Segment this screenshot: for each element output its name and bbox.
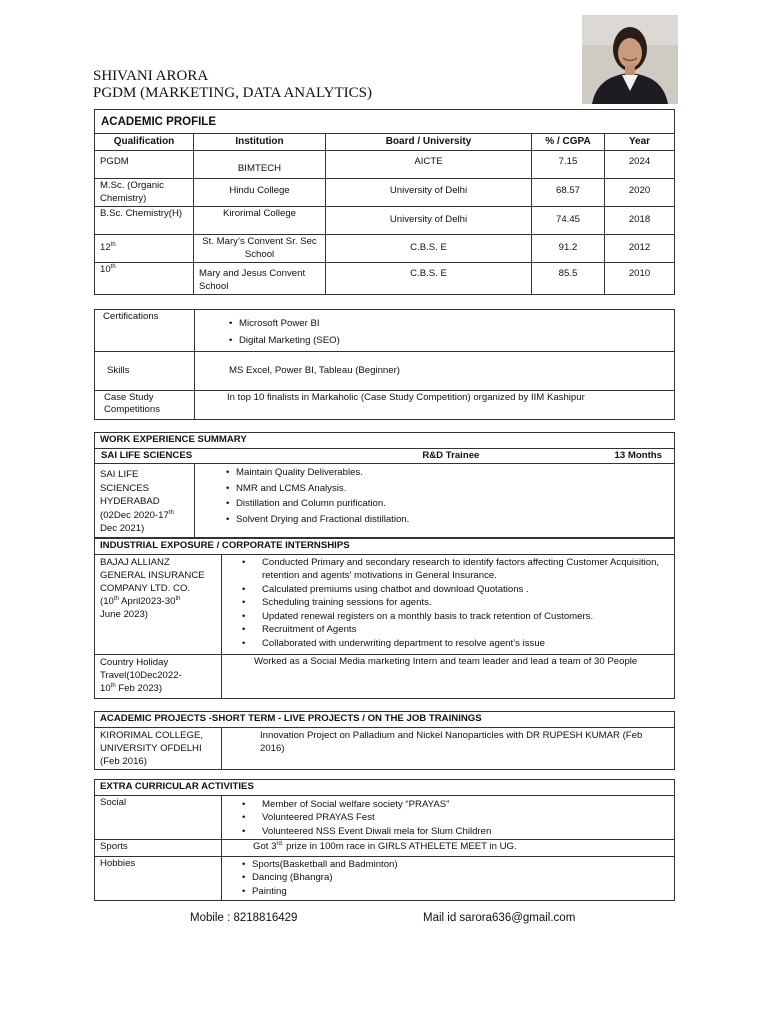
col-board: Board / University <box>326 133 532 151</box>
list-item: • Distillation and Column purification. <box>226 496 674 512</box>
list-item: • Microsoft Power BI <box>229 315 674 332</box>
certifications-list <box>229 315 674 349</box>
list-item: • Collaborated with underwriting department to resolve agent’s issue <box>222 637 666 651</box>
academic-projects-title: ACADEMIC PROJECTS -SHORT TERM - LIVE PROJECTS / ON THE JOB TRAININGS <box>95 712 675 728</box>
col-score: % / CGPA <box>532 133 605 151</box>
mobile-number: Mobile : 8218816429 <box>190 912 298 924</box>
project-text: Innovation Project on Palladium and Nickel Nanoparticles with DR RUPESH KUMAR (Feb 2016) <box>222 727 675 769</box>
email-address: Mail id sarora636@gmail.com <box>423 912 576 924</box>
col-year: Year <box>605 133 675 151</box>
col-qualification: Qualification <box>95 133 194 151</box>
skills-label: Skills <box>95 352 195 391</box>
table-row: B.Sc. Chemistry(H) Kirorimal College University of Delhi 74.45 2018 <box>95 207 675 235</box>
skills-value: MS Excel, Power BI, Tableau (Beginner) <box>195 352 675 391</box>
social-list <box>222 798 674 839</box>
list-item: • Painting <box>242 885 674 899</box>
list-item: • Sports(Basketball and Badminton) <box>242 858 674 872</box>
profile-photo <box>582 15 678 104</box>
internship-bajaj-points <box>222 556 666 651</box>
work-points <box>226 465 674 527</box>
social-label: Social <box>95 795 222 839</box>
work-left-info: SAI LIFE SCIENCES HYDERABAD (02Dec 2020-17th Dec 2021) <box>95 464 195 538</box>
academic-projects-table <box>94 711 675 770</box>
list-item: • Member of Social welfare society “PRAYAS” <box>222 798 674 812</box>
list-item: • Maintain Quality Deliverables. <box>226 465 674 481</box>
work-experience-title: WORK EXPERIENCE SUMMARY <box>95 433 675 449</box>
work-experience-table <box>94 432 675 538</box>
hobbies-list <box>242 858 674 899</box>
internship-travel-text: Worked as a Social Media marketing Intern and team leader and lead a team of 30 People <box>222 654 675 698</box>
list-item: • Scheduling training sessions for agents. <box>222 596 666 610</box>
list-item: • Dancing (Bhangra) <box>242 871 674 885</box>
list-item: • Solvent Drying and Fractional distillation. <box>226 512 674 528</box>
skills-table <box>94 309 675 420</box>
industrial-exposure-table <box>94 538 675 699</box>
sports-label: Sports <box>95 839 222 856</box>
work-duration: 13 Months <box>614 449 662 461</box>
work-role: R&D Trainee <box>422 449 480 461</box>
extra-curricular-title: EXTRA CURRICULAR ACTIVITIES <box>95 780 675 796</box>
list-item: • Volunteered NSS Event Diwali mela for Slum Children <box>222 825 674 839</box>
academic-profile-title: ACADEMIC PROFILE <box>95 110 675 134</box>
table-row: PGDM BIMTECH AICTE 7.15 2024 <box>95 151 675 179</box>
col-institution: Institution <box>194 133 326 151</box>
list-item: • Calculated premiums using chatbot and download Quotations . <box>222 583 666 597</box>
list-item: • Conducted Primary and secondary research to identify factors affecting Customer Acquisition, retention and agents' motivations in General Insurance. <box>222 556 666 583</box>
program-title: PGDM (MARKETING, DATA ANALYTICS) <box>93 85 372 101</box>
academic-profile-table <box>94 109 675 295</box>
internship-bajaj-info: BAJAJ ALLIANZ GENERAL INSURANCE COMPANY LTD. CO. (10th April2023-30th June 2023) <box>95 554 222 654</box>
work-company: SAI LIFE SCIENCES <box>101 449 193 461</box>
case-study-value: In top 10 finalists in Markaholic (Case Study Competition) organized by IIM Kashipur <box>195 391 675 420</box>
extra-curricular-table <box>94 779 675 901</box>
internship-travel-info: Country Holiday Travel(10Dec2022- 10th Feb 2023) <box>95 654 222 698</box>
sports-value: Got $3^{rd.}$ prize in 100m race in GIRLS ATHELETE MEET in UG. <box>222 839 675 856</box>
list-item: • Recruitment of Agents <box>222 623 666 637</box>
resume-header <box>93 68 372 102</box>
list-item: • NMR and LCMS Analysis. <box>226 481 674 497</box>
project-left-info: KIRORIMAL COLLEGE, UNIVERSITY OFDELHI (Feb 2016) <box>95 727 222 769</box>
list-item: • Digital Marketing (SEO) <box>229 332 674 349</box>
list-item: • Updated renewal registers on a monthly basis to track retention of Customers. <box>222 610 666 624</box>
certifications-label: Certifications <box>95 310 195 352</box>
list-item: • Volunteered PRAYAS Fest <box>222 811 674 825</box>
hobbies-label: Hobbies <box>95 856 222 900</box>
industrial-exposure-title: INDUSTRIAL EXPOSURE / CORPORATE INTERNSHIPS <box>95 539 675 555</box>
table-row: M.Sc. (Organic Chemistry) Hindu College University of Delhi 68.57 2020 <box>95 179 675 207</box>
table-row: 12th St. Mary’s Convent Sr. Sec School C.B.S. E 91.2 2012 <box>95 235 675 263</box>
table-row: 10th Mary and Jesus Convent School C.B.S. E 85.5 2010 <box>95 263 675 295</box>
candidate-name: SHIVANI ARORA <box>93 68 209 84</box>
case-study-label: Case Study Competitions <box>95 391 195 420</box>
